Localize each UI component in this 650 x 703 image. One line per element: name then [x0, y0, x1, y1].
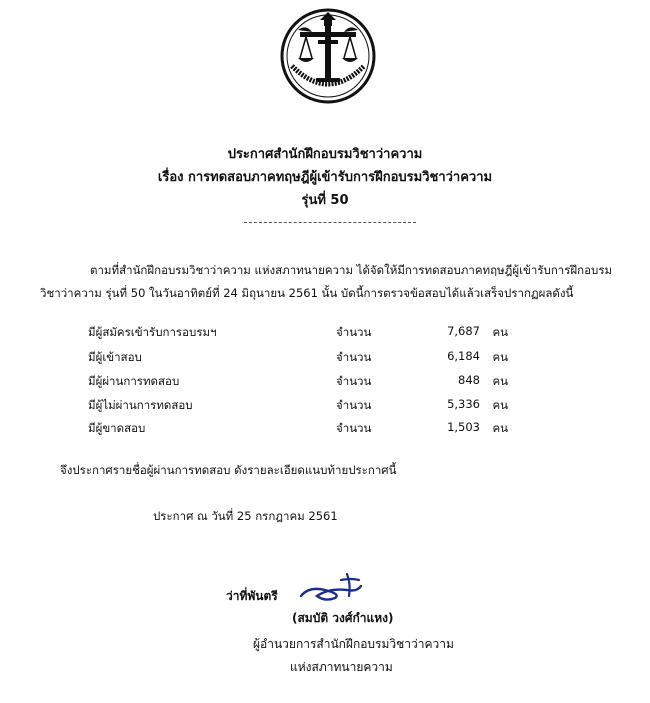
stat-value: 5,336 — [447, 397, 480, 411]
subject-line: เรื่อง การทดสอบภาคทฤษฎีผู้เข้ารับการฝึกอบรมวิชาว่าความ — [157, 170, 493, 185]
stat-amount-label: จำนวน — [336, 325, 372, 339]
batch-number: รุ่นที่ 50 — [301, 193, 349, 208]
signer-rank: ว่าที่พันตรี — [226, 589, 278, 603]
divider — [244, 222, 416, 223]
intro-paragraph-line-1: ตามที่สำนักฝึกอบรมวิชาว่าความ แห่งสภาทนายความ ได้จัดให้มีการทดสอบภาคทฤษฎีผู้เข้ารับการฝึกอบรม — [90, 263, 613, 277]
signer-position-line-2: แห่งสภาทนายความ — [290, 660, 393, 674]
stat-value: 848 — [458, 373, 480, 387]
stat-row-applicants — [88, 324, 508, 342]
stat-unit: คน — [492, 398, 508, 412]
stat-label: มีผู้ผ่านการทดสอบ — [88, 374, 180, 388]
stat-label: มีผู้ขาดสอบ — [88, 421, 146, 435]
stat-row-failed — [88, 397, 508, 415]
stat-value: 6,184 — [447, 349, 480, 363]
stat-label: มีผู้เข้าสอบ — [88, 350, 142, 364]
stat-amount-label: จำนวน — [336, 398, 372, 412]
page-title: ประกาศสำนักฝึกอบรมวิชาว่าความ — [227, 147, 423, 162]
handwritten-signature — [295, 568, 375, 608]
stat-unit: คน — [492, 421, 508, 435]
stat-amount-label: จำนวน — [336, 350, 372, 364]
signer-position-line-1: ผู้อำนวยการสำนักฝึกอบรมวิชาว่าความ — [253, 637, 454, 651]
stat-unit: คน — [492, 325, 508, 339]
stat-value: 1,503 — [447, 420, 480, 434]
notice-text: จึงประกาศรายชื่อผู้ผ่านการทดสอบ ดังรายละเอียดแนบท้ายประกาศนี้ — [60, 463, 397, 477]
stat-row-absent — [88, 420, 508, 438]
stat-row-passed — [88, 373, 508, 391]
signer-name: (สมบัติ วงศ์กำแหง) — [292, 611, 394, 625]
stat-amount-label: จำนวน — [336, 374, 372, 388]
stat-amount-label: จำนวน — [336, 421, 372, 435]
stat-unit: คน — [492, 350, 508, 364]
intro-paragraph-line-2: วิชาว่าความ รุ่นที่ 50 ในวันอาทิตย์ที่ 24 มิถุนายน 2561 นั้น บัดนี้การตรวจข้อสอบได้แล้วเสร็จปรากฏผลดังนี้ — [40, 286, 574, 300]
announcement-date: ประกาศ ณ วันที่ 25 กรกฎาคม 2561 — [153, 509, 338, 523]
lawyers-council-seal-icon — [278, 6, 378, 106]
stat-value: 7,687 — [447, 324, 480, 338]
stat-unit: คน — [492, 374, 508, 388]
stat-label: มีผู้ไม่ผ่านการทดสอบ — [88, 398, 193, 412]
stat-row-examinees — [88, 349, 508, 367]
stat-label: มีผู้สมัครเข้ารับการอบรมฯ — [88, 325, 217, 339]
